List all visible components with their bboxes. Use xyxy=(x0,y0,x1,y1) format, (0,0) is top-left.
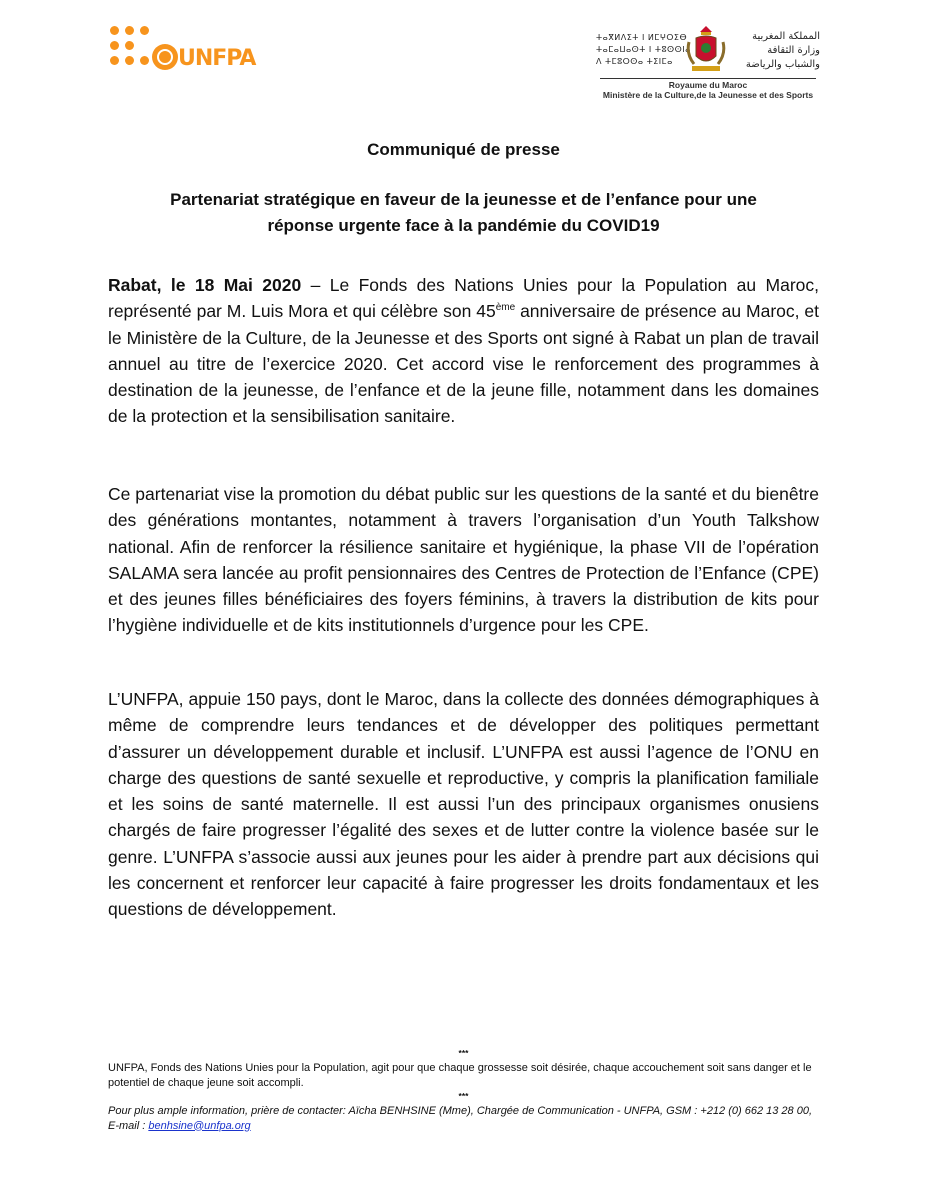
paragraph-1 xyxy=(108,272,819,430)
arabic-text: المملكة المغربية وزارة الثقافة والشباب والرياضة xyxy=(745,31,820,70)
un-globe-icon xyxy=(152,44,178,70)
contact-email-link[interactable]: benhsine@unfpa.org xyxy=(148,1119,251,1132)
footer-separator-1: *** xyxy=(458,1048,469,1058)
paragraph-3: L’UNFPA, appuie 150 pays, dont le Maroc, dans la collecte des données démographiques à même de comprendre leurs tendances et de développer des politiques permettant d’assurer un développement durable et inclusif. L’UNFPA est aussi l’agence de l’ONU en charge des questions de santé sexuelle et reproductive, y compris la planification familiale et les soins de santé maternelle. Il est aussi l’un des principaux organismes onusiens chargés de faire progresser l’égalité des sexes et de lutter contre la violence basée sur le genre. L’UNFPA s’associe aussi aux jeunes pour les aider à prendre part aux décisions qui les concernent et renforcer leur capacité à faire progresser les droits fondamentaux et les questions de développement. xyxy=(108,689,819,920)
p1-text-b: anniversaire de présence au Maroc, et le Ministère de la Culture, de la Jeunesse et des Sports ont signé à Rabat un plan de travail annuel au titre de l’exercice 2020. Cet accord vise le renforcement des programmes à destination de la jeunesse, de l’enfance et de la jeune fille, notamment dans les domaines de la protection et la sensibilisation sanitaire. xyxy=(108,301,820,427)
subtitle-line-2: réponse urgente face à la pandémie du COVID19 xyxy=(267,216,660,235)
ministry-logo xyxy=(596,24,820,100)
footer-separator-2: *** xyxy=(458,1091,469,1101)
unfpa-dots-icon xyxy=(106,22,156,72)
unfpa-logo xyxy=(106,22,256,72)
unfpa-logo-text: UNFPA xyxy=(178,46,256,71)
subtitle-line-1: Partenariat stratégique en faveur de la jeunesse et de l’enfance pour une xyxy=(170,190,757,209)
royal-crest-icon xyxy=(686,24,726,78)
ministry-divider xyxy=(600,78,816,79)
footer-contact xyxy=(108,1104,819,1133)
contact-text: Pour plus ample information, prière de contacter: Aïcha BENHSINE (Mme), Chargée de Communication - UNFPA, GSM : +212 (0) 662 13 28 00, E-mail : xyxy=(108,1105,813,1132)
p1-superscript: ème xyxy=(495,302,516,314)
tifinagh-text: ⵜⴰⴳⵍⴷⵉⵜ ⵏ ⵍⵎⵖⵔⵉⴱ ⵜⴰⵎⴰⵡⴰⵙⵜ ⵏ ⵜⵓⵙⵙⵏⴰ ⴷ ⵜⵎⵓⵔⵙⴰ ⵜⵉⵏⵎⴰ xyxy=(596,33,691,66)
footer-about: UNFPA, Fonds des Nations Unies pour la Population, agit pour que chaque grossesse soit désirée, chaque accouchement soit sans danger et le potentiel de chaque jeune soit accompli. xyxy=(108,1062,812,1089)
document-subtitle xyxy=(108,187,819,239)
paragraph-2: Ce partenariat vise la promotion du débat public sur les questions de la santé et du bienêtre des générations montantes, notamment à travers l’organisation d’un Youth Talkshow national. Afin de renforcer la résilience sanitaire et hygiénique, la phase VII de l’opération SALAMA sera lancée au profit pensionnaires des Centres de Protection de l’Enfance (CPE) et des jeunes filles bénéficiaires des foyers féminins, à travers la distribution de kits pour l’hygiène individuelle et de kits institutionnels d’urgence pour les CPE. xyxy=(108,484,819,636)
royaume-label: Royaume du Maroc xyxy=(668,80,748,90)
ministere-label: Ministère de la Culture,de la Jeunesse et des Sports xyxy=(602,90,814,100)
document-title: Communiqué de presse xyxy=(367,140,560,159)
dateline: Rabat, le 18 Mai 2020 xyxy=(108,275,302,295)
p1-text-a: – Le Fonds des Nations Unies pour la Population au Maroc, représenté par M. Luis Mora et qui célèbre son 45 xyxy=(108,275,819,322)
